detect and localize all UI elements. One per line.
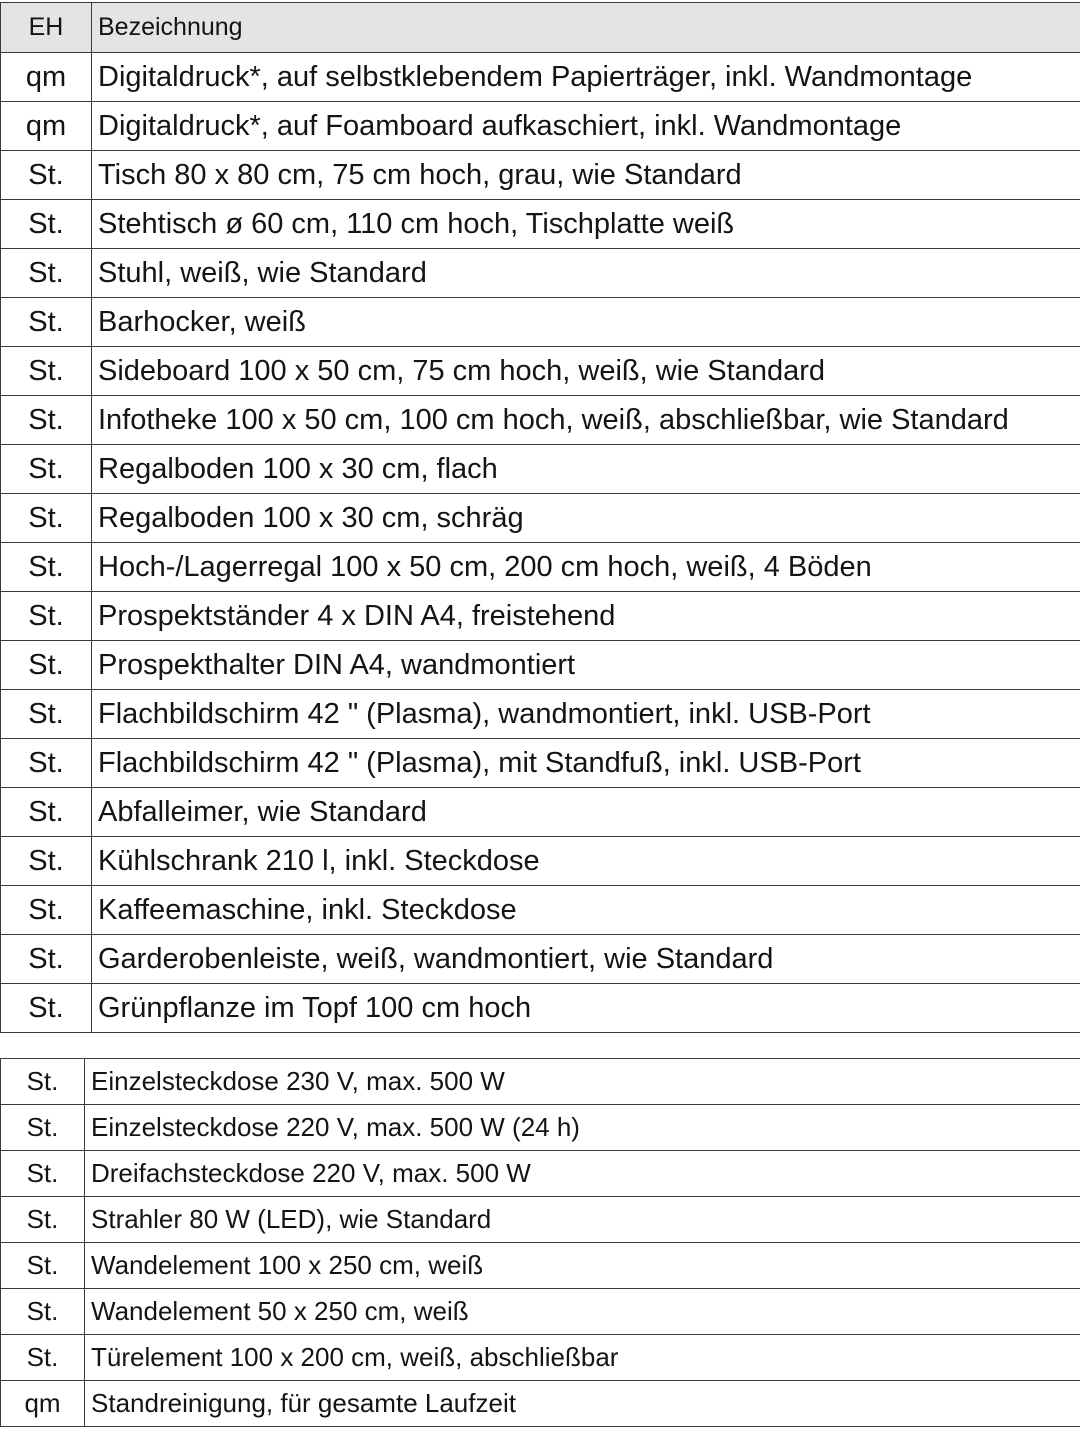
table-row	[1, 347, 1080, 396]
table-row	[1, 1151, 1080, 1197]
table-row	[1, 53, 1080, 102]
unit-cell: St.	[1, 984, 92, 1033]
table-row	[1, 543, 1080, 592]
unit-cell: St.	[1, 788, 92, 837]
description-cell: Flachbildschirm 42 " (Plasma), wandmontiert, inkl. USB-Port	[92, 690, 1080, 739]
unit-cell: St.	[1, 641, 92, 690]
items-table-lower-body	[1, 1059, 1080, 1427]
table-row	[1, 1105, 1080, 1151]
description-cell: Türelement 100 x 200 cm, weiß, abschließbar	[85, 1335, 1080, 1381]
description-cell: Regalboden 100 x 30 cm, flach	[92, 445, 1080, 494]
description-cell: Wandelement 100 x 250 cm, weiß	[85, 1243, 1080, 1289]
table-row	[1, 935, 1080, 984]
description-cell: Abfalleimer, wie Standard	[92, 788, 1080, 837]
unit-cell: St.	[1, 1243, 85, 1289]
unit-cell: St.	[1, 1059, 85, 1105]
items-table-upper-body	[1, 3, 1080, 1033]
description-cell: Kaffeemaschine, inkl. Steckdose	[92, 886, 1080, 935]
unit-cell: St.	[1, 690, 92, 739]
items-table-upper	[0, 2, 1080, 1033]
table-row	[1, 641, 1080, 690]
unit-cell: qm	[1, 1381, 85, 1427]
table-row	[1, 1335, 1080, 1381]
table-row	[1, 102, 1080, 151]
unit-cell: qm	[1, 102, 92, 151]
unit-cell: St.	[1, 1335, 85, 1381]
unit-cell: St.	[1, 298, 92, 347]
description-cell: Standreinigung, für gesamte Laufzeit	[85, 1381, 1080, 1427]
unit-cell: St.	[1, 200, 92, 249]
table-row	[1, 1243, 1080, 1289]
table-row	[1, 249, 1080, 298]
table-row	[1, 1059, 1080, 1105]
description-cell: Regalboden 100 x 30 cm, schräg	[92, 494, 1080, 543]
unit-cell: St.	[1, 151, 92, 200]
table-row	[1, 1289, 1080, 1335]
table-row	[1, 151, 1080, 200]
description-cell: Prospekthalter DIN A4, wandmontiert	[92, 641, 1080, 690]
column-header-description: Bezeichnung	[92, 3, 1080, 53]
description-cell: Einzelsteckdose 220 V, max. 500 W (24 h)	[85, 1105, 1080, 1151]
table-row	[1, 592, 1080, 641]
description-cell: Prospektständer 4 x DIN A4, freistehend	[92, 592, 1080, 641]
table-row	[1, 984, 1080, 1033]
unit-cell: St.	[1, 837, 92, 886]
description-cell: Sideboard 100 x 50 cm, 75 cm hoch, weiß, wie Standard	[92, 347, 1080, 396]
unit-cell: St.	[1, 1289, 85, 1335]
unit-cell: St.	[1, 347, 92, 396]
unit-cell: St.	[1, 445, 92, 494]
description-cell: Garderobenleiste, weiß, wandmontiert, wie Standard	[92, 935, 1080, 984]
description-cell: Strahler 80 W (LED), wie Standard	[85, 1197, 1080, 1243]
unit-cell: St.	[1, 592, 92, 641]
unit-cell: St.	[1, 886, 92, 935]
table-row	[1, 396, 1080, 445]
unit-cell: St.	[1, 494, 92, 543]
table-header-row	[1, 3, 1080, 53]
description-cell: Stehtisch ø 60 cm, 110 cm hoch, Tischplatte weiß	[92, 200, 1080, 249]
unit-cell: St.	[1, 1197, 85, 1243]
description-cell: Wandelement 50 x 250 cm, weiß	[85, 1289, 1080, 1335]
unit-cell: St.	[1, 935, 92, 984]
items-table-lower	[0, 1058, 1080, 1427]
description-cell: Digitaldruck*, auf Foamboard aufkaschiert, inkl. Wandmontage	[92, 102, 1080, 151]
unit-cell: St.	[1, 396, 92, 445]
description-cell: Tisch 80 x 80 cm, 75 cm hoch, grau, wie Standard	[92, 151, 1080, 200]
column-header-unit: EH	[1, 3, 92, 53]
table-row	[1, 494, 1080, 543]
table-row	[1, 1197, 1080, 1243]
unit-cell: qm	[1, 53, 92, 102]
table-row	[1, 690, 1080, 739]
unit-cell: St.	[1, 249, 92, 298]
unit-cell: St.	[1, 543, 92, 592]
description-cell: Grünpflanze im Topf 100 cm hoch	[92, 984, 1080, 1033]
table-row	[1, 445, 1080, 494]
table-row	[1, 200, 1080, 249]
unit-cell: St.	[1, 739, 92, 788]
description-cell: Dreifachsteckdose 220 V, max. 500 W	[85, 1151, 1080, 1197]
description-cell: Digitaldruck*, auf selbstklebendem Papierträger, inkl. Wandmontage	[92, 53, 1080, 102]
description-cell: Kühlschrank 210 l, inkl. Steckdose	[92, 837, 1080, 886]
table-row	[1, 739, 1080, 788]
table-row	[1, 1381, 1080, 1427]
description-cell: Infotheke 100 x 50 cm, 100 cm hoch, weiß, abschließbar, wie Standard	[92, 396, 1080, 445]
description-cell: Einzelsteckdose 230 V, max. 500 W	[85, 1059, 1080, 1105]
table-row	[1, 298, 1080, 347]
description-cell: Stuhl, weiß, wie Standard	[92, 249, 1080, 298]
table-row	[1, 886, 1080, 935]
unit-cell: St.	[1, 1151, 85, 1197]
unit-cell: St.	[1, 1105, 85, 1151]
table-row	[1, 788, 1080, 837]
table-row	[1, 837, 1080, 886]
description-cell: Barhocker, weiß	[92, 298, 1080, 347]
description-cell: Flachbildschirm 42 " (Plasma), mit Standfuß, inkl. USB-Port	[92, 739, 1080, 788]
description-cell: Hoch-/Lagerregal 100 x 50 cm, 200 cm hoch, weiß, 4 Böden	[92, 543, 1080, 592]
